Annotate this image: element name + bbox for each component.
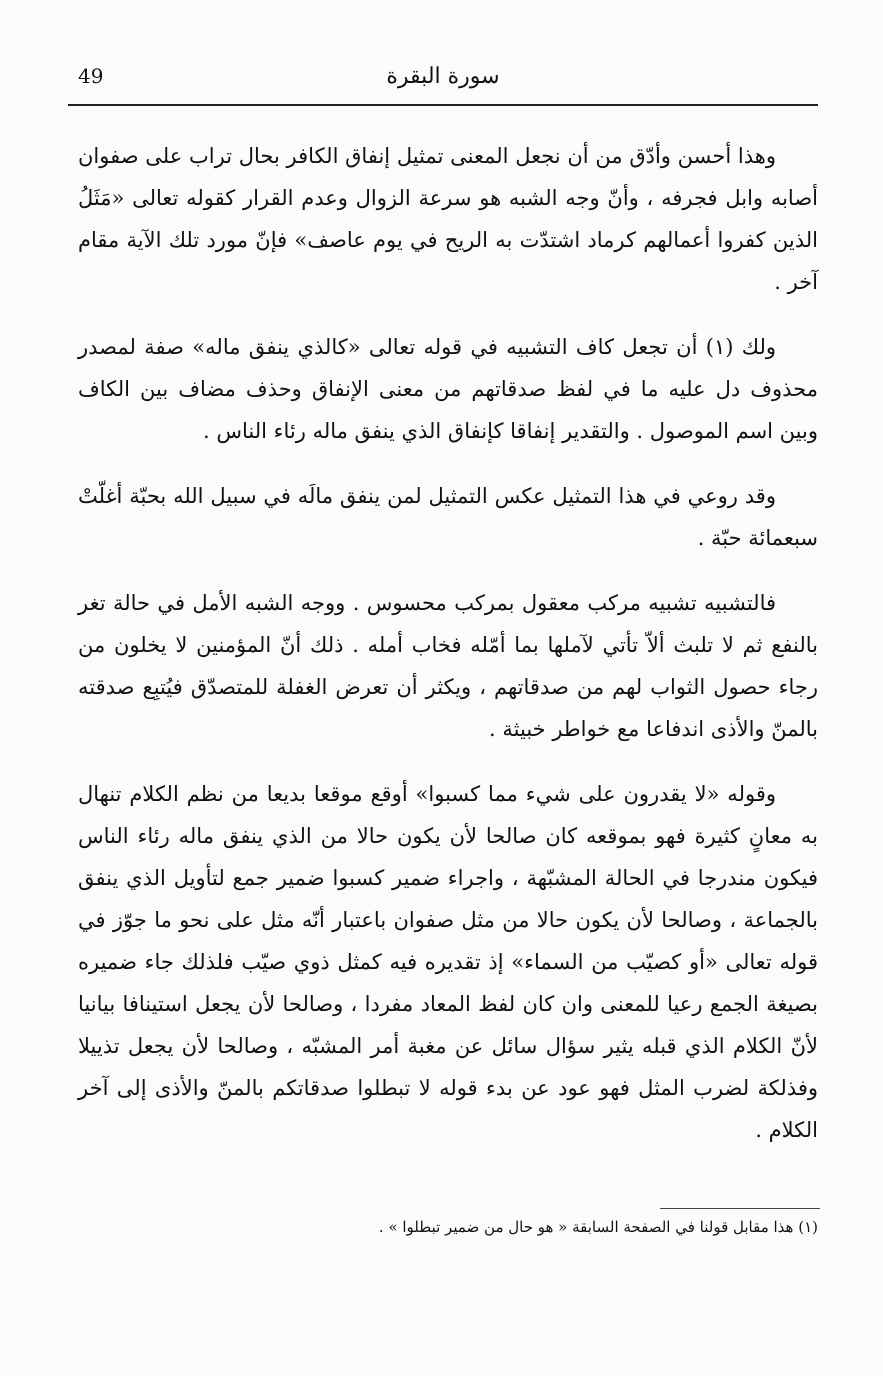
footnote: (١) هذا مقابل قولنا في الصفحة السابقة « هو حال من ضمير تبطلوا » . [378, 1218, 818, 1236]
paragraph-4: فالتشبيه تشبيه مركب معقول بمركب محسوس . ووجه الشبه الأمل في حالة تغر بالنفع ثم لا تلبث ألاّ تأتي لآملها بما أمّله فخاب أمله . ذلك أنّ المؤمنين لا يخلون من رجاء حصول الثواب لهم من صدقاتهم ، ويكثر أن تعرض الغفلة للمتصدّق فيُتبِع صدقته بالمنّ والأذى اندفاعا مع خواطر خبيثة . [78, 591, 818, 741]
page-number: 49 [78, 64, 104, 88]
page-header [68, 58, 818, 106]
running-title: سورة البقرة [386, 64, 500, 89]
paragraph-1: وهذا أحسن وأدّق من أن نجعل المعنى تمثيل إنفاق الكافر بحال تراب على صفوان أصابه وابل فجرفه ، وأنّ وجه الشبه هو سرعة الزوال وعدم القرار كقوله تعالى «مَثَلُ الذين كفروا أعمالهم كرماد اشتدّت به الريح في يوم عاصف» فإنّ مورد تلك الآية مقام آخر . [78, 144, 818, 294]
paragraph-3: وقد روعي في هذا التمثيل عكس التمثيل لمن ينفق مالَه في سبيل الله بحبّة أغلّتْ سبعمائة حبّة . [78, 484, 818, 550]
paragraph-2: ولك (١) أن تجعل كاف التشبيه في قوله تعالى «كالذي ينفق ماله» صفة لمصدر محذوف دل عليه ما في لفظ صدقاتهم من معنى الإنفاق وحذف مضاف بين الكاف وبين اسم الموصول . والتقدير إنفاقا كإنفاق الذي ينفق ماله رئاء الناس . [78, 335, 818, 443]
footnote-divider [660, 1208, 820, 1209]
paragraph-5: وقوله «لا يقدرون على شيء مما كسبوا» أوقع موقعا بديعا من نظم الكلام تنهال به معانٍ كثيرة فهو بموقعه كان صالحا لأن يكون حالا من الذي ينفق ماله رئاء الناس فيكون مندرجا في الحالة المشبّهة ، واجراء ضمير كسبوا ضمير جمع لتأويل الذي ينفق بالجماعة ، وصالحا لأن يكون حالا من مثل صفوان باعتبار أنّه مثل على نحو ما جوّز في قوله تعالى «أو كصيّب من السماء» إذ تقديره فيه كمثل ذوي صيّب فلذلك جاء ضميره بصيغة الجمع رعيا للمعنى وان كان لفظ المعاد مفردا ، وصالحا لأن يجعل استينافا بيانيا لأنّ الكلام الذي قبله يثير سؤال سائل عن مغبة أمر المشبّه ، وصالحا لأن يجعل تذييلا وفذلكة لضرب المثل فهو عود عن بدء قوله لا تبطلوا صدقاتكم بالمنّ والأذى إلى آخر الكلام . [78, 782, 818, 1142]
main-text [78, 135, 818, 1174]
